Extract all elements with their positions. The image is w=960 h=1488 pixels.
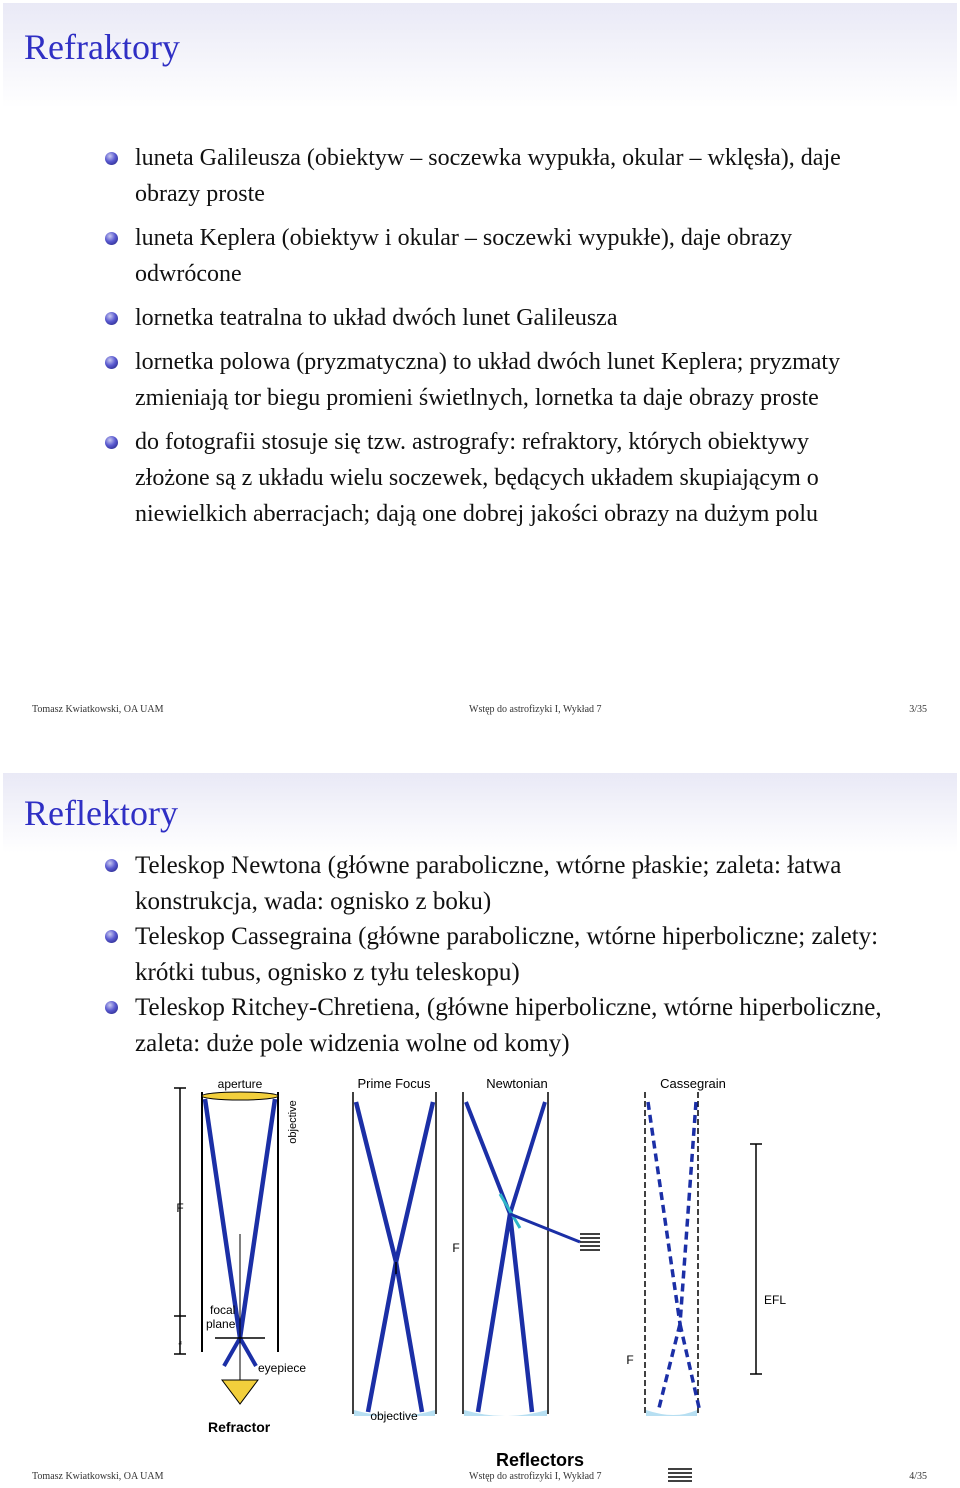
prime-focus-diagram (353, 1092, 436, 1416)
bullet-item (104, 220, 884, 292)
footer-author: Tomasz Kwiatkowski, OA UAM (32, 1471, 164, 1482)
footer-course: Wstęp do astrofizyki I, Wykład 7 (469, 1471, 602, 1482)
bullet-item (104, 990, 904, 1061)
slide-reflektory (0, 770, 960, 1488)
newtonian-diagram (463, 1092, 600, 1416)
footer-page-number: 4/35 (909, 1471, 927, 1482)
slide-refraktory (0, 0, 960, 726)
label-f: f (178, 1339, 182, 1353)
slide-footer (0, 704, 960, 718)
bullet-ball-icon (105, 152, 118, 165)
bullet-item (104, 140, 884, 212)
label-objective-bottom: objective (370, 1409, 418, 1423)
label-F-cass: F (626, 1353, 634, 1367)
label-objective-top: objective (287, 1100, 299, 1144)
bullet-text: do fotografii stosuje się tzw. astrografy: refraktory, których obiektywy złożone są z układu wielu soczewek, będących układem skupiającym o niewielkich aberracjach; dają one dobrej jakości obrazy na dużym polu (135, 429, 819, 527)
bullet-ball-icon (105, 1001, 118, 1014)
bullet-text: lornetka teatralna to układ dwóch lunet Galileusza (135, 305, 618, 331)
footer-author: Tomasz Kwiatkowski, OA UAM (32, 704, 164, 715)
slide-title: Reflektory (24, 793, 178, 833)
bullet-text: lornetka polowa (pryzmatyczna) to układ dwóch lunet Keplera; pryzmaty zmieniają tor biegu promieni świetlnych, lornetka ta daje obrazy proste (135, 349, 841, 411)
cassegrain-diagram (645, 1092, 762, 1481)
bullet-ball-icon (105, 312, 118, 325)
footer-page-number: 3/35 (909, 704, 927, 715)
bullet-text: luneta Galileusza (obiektyw – soczewka wypukła, okular – wklęsła), daje obrazy proste (135, 145, 841, 207)
label-newtonian: Newtonian (486, 1076, 548, 1091)
bullet-list (104, 848, 904, 1061)
bullet-item (104, 848, 904, 919)
bullet-ball-icon (105, 436, 118, 449)
telescope-diagram (160, 1074, 787, 1484)
label-prime-focus: Prime Focus (357, 1076, 431, 1091)
bullet-text: Teleskop Newtona (główne paraboliczne, wtórne płaskie; zaleta: łatwa konstrukcja, wada: ognisko z boku) (135, 852, 842, 915)
bullet-ball-icon (105, 232, 118, 245)
bullet-item (104, 300, 884, 336)
label-F-refractor: F (176, 1201, 184, 1215)
bullet-text: Teleskop Ritchey-Chretiena, (główne hiperboliczne, wtórne hiperboliczne, zaleta: duże pole widzenia wolne od komy) (135, 994, 882, 1057)
refractor-diagram (174, 1088, 278, 1404)
slide-title: Refraktory (24, 27, 180, 67)
bullet-ball-icon (105, 859, 118, 872)
bullet-ball-icon (105, 356, 118, 369)
label-EFL: EFL (764, 1293, 787, 1307)
label-refractor: Refractor (208, 1419, 271, 1435)
label-focal: focal (210, 1303, 236, 1317)
bullet-item (104, 344, 884, 416)
label-plane: plane (206, 1317, 236, 1331)
label-aperture: aperture (217, 1077, 263, 1091)
slide-footer (0, 1471, 960, 1485)
label-cassegrain: Cassegrain (660, 1076, 726, 1091)
bullet-text: Teleskop Cassegraina (główne paraboliczne, wtórne hiperboliczne; zalety: krótki tubus, ognisko z tyłu teleskopu) (135, 923, 879, 986)
bullet-ball-icon (105, 930, 118, 943)
label-F-prime: F (452, 1241, 460, 1255)
label-reflectors: Reflectors (495, 1450, 585, 1470)
bullet-text: luneta Keplera (obiektyw i okular – soczewki wypukłe), daje obrazy odwrócone (135, 225, 793, 287)
bullet-item (104, 919, 904, 990)
bullet-item (104, 424, 884, 532)
footer-course: Wstęp do astrofizyki I, Wykład 7 (469, 704, 602, 715)
bullet-list (104, 140, 884, 540)
label-eyepiece: eyepiece (258, 1361, 307, 1375)
